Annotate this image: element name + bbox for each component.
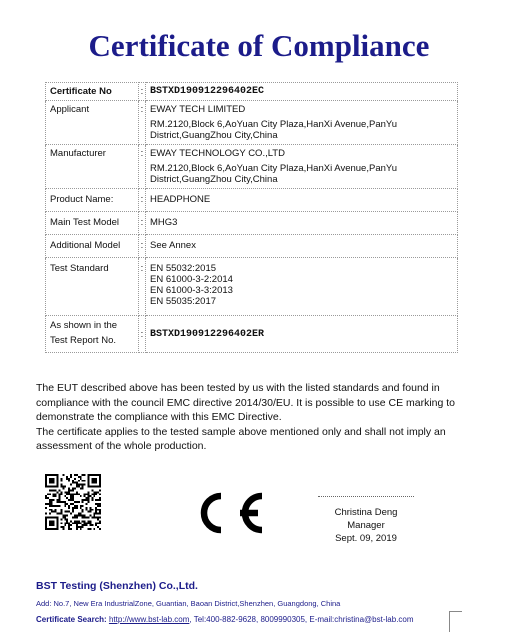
statement-paragraph-2: The certificate applies to the tested sample above mentioned only and shall not imply an assessment of the whole production.: [36, 425, 446, 453]
colon: :: [139, 83, 146, 101]
colon: :: [139, 189, 146, 212]
main-test-model-value: MHG3: [146, 212, 458, 235]
row-test-standard: [46, 258, 458, 316]
colon: :: [139, 101, 146, 145]
test-standard-item: EN 61000-3-2:2014: [150, 274, 233, 285]
certificate-no-value: BSTXD190912296402EC: [146, 83, 458, 101]
footer-contact: , Tel:400-882-9628, 8009990305, E-mail:christina@bst-lab.com: [189, 615, 414, 624]
colon: :: [139, 258, 146, 316]
test-standard-values: [146, 258, 458, 316]
test-standard-item: EN 55035:2017: [150, 296, 217, 307]
statement-paragraph-1: The EUT described above has been tested by us with the listed standards and found in compliance with the council EMC directive 2014/30/EU. It is possible to use CE marking to demonstrate the compliance with this EMC Directive.: [36, 382, 456, 424]
certificate-info-table: [45, 82, 458, 353]
row-applicant: [46, 101, 458, 145]
footer-company: BST Testing (Shenzhen) Co.,Ltd.: [36, 580, 198, 592]
signature-line: [318, 496, 414, 497]
row-certificate-no: [46, 83, 458, 101]
applicant-label: Applicant: [46, 101, 139, 145]
applicant-name: EWAY TECH LIMITED: [150, 104, 246, 115]
manufacturer-value: [146, 145, 458, 189]
signatory-role: Manager: [347, 520, 385, 531]
qr-code-icon: [45, 474, 101, 530]
signatory-name: Christina Deng: [334, 507, 398, 518]
row-manufacturer: [46, 145, 458, 189]
signature-block: [318, 496, 414, 545]
footer: [36, 580, 456, 624]
manufacturer-address: RM.2120,Block 6,AoYuan City Plaza,HanXi Avenue,PanYu District,GuangZhou City,China: [150, 163, 397, 185]
website-link[interactable]: http://www.bst-lab.com: [108, 615, 190, 624]
footer-address: Add: No.7, New Era IndustrialZone, Guantian, Baoan District,Shenzhen, Guangdong, China: [36, 599, 341, 608]
product-name-value: HEADPHONE: [146, 189, 458, 212]
colon: :: [139, 145, 146, 189]
additional-model-label: Additional Model: [46, 235, 139, 258]
test-report-value: BSTXD190912296402ER: [146, 316, 458, 353]
applicant-address: RM.2120,Block 6,AoYuan City Plaza,HanXi Avenue,PanYu District,GuangZhou City,China: [150, 119, 397, 141]
row-test-report: [46, 316, 458, 353]
manufacturer-name: EWAY TECHNOLOGY CO.,LTD: [150, 148, 285, 159]
test-report-label-line1: As shown in the: [50, 320, 118, 331]
additional-model-value: See Annex: [146, 235, 458, 258]
row-product-name: [46, 189, 458, 212]
colon: :: [139, 235, 146, 258]
certificate-search-label: Certificate Search:: [36, 615, 107, 624]
main-test-model-label: Main Test Model: [46, 212, 139, 235]
test-standard-item: EN 61000-3-3:2013: [150, 285, 233, 296]
certificate-no-label: Certificate No: [46, 83, 139, 101]
certificate-title: Certificate of Compliance: [88, 28, 430, 63]
product-name-label: Product Name:: [46, 189, 139, 212]
test-standard-item: EN 55032:2015: [150, 263, 217, 274]
test-report-label-line2: Test Report No.: [50, 335, 116, 346]
colon: :: [139, 316, 146, 353]
ce-mark-icon: [188, 487, 268, 539]
manufacturer-label: Manufacturer: [46, 145, 139, 189]
applicant-value: [146, 101, 458, 145]
row-main-test-model: [46, 212, 458, 235]
compliance-statement: [36, 381, 482, 454]
test-report-label: [46, 316, 139, 353]
footer-search-row: [36, 615, 456, 624]
signature-date: Sept. 09, 2019: [335, 533, 397, 544]
row-additional-model: [46, 235, 458, 258]
colon: :: [139, 212, 146, 235]
test-standard-label: Test Standard: [46, 258, 139, 316]
page-corner-mark: [449, 611, 462, 632]
